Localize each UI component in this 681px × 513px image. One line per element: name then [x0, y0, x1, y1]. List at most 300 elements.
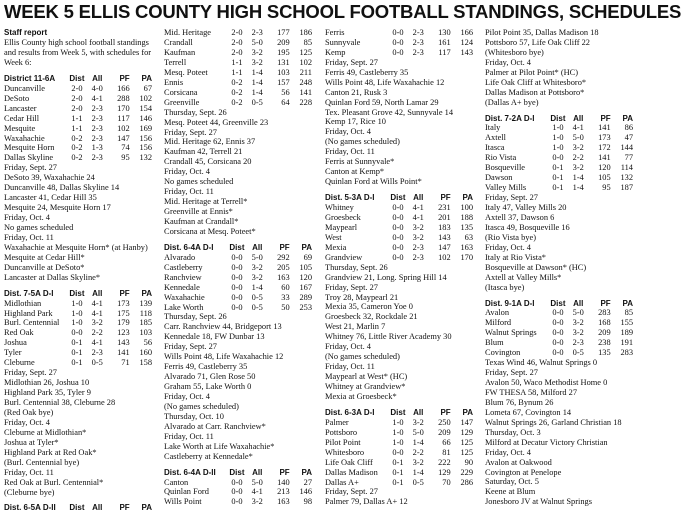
points-against-cell: 187	[620, 183, 633, 193]
points-against-cell: PA	[301, 242, 312, 252]
district-record-cell: 0-0	[552, 318, 564, 328]
points-for-cell: 141	[598, 153, 611, 163]
points-against-cell: 156	[139, 133, 152, 143]
overall-record-cell: All	[92, 503, 103, 513]
team-cell: Dallas Skyline	[4, 153, 54, 163]
intro-paragraph: Ellis County high school football standings and results from Week 5, with schedules for Week 6:	[4, 37, 152, 67]
team-cell: Palmer	[325, 417, 349, 427]
schedule-line: (No games scheduled)	[325, 352, 400, 362]
points-against-cell: 27	[303, 477, 312, 487]
points-against-cell: 114	[620, 163, 633, 173]
district-record-cell: 0-1	[552, 163, 564, 173]
points-against-cell: 189	[620, 328, 633, 338]
standings-row-canton	[164, 478, 312, 488]
points-against-cell: 77	[624, 153, 633, 163]
standings-row-valley-mills	[485, 183, 633, 193]
standings-table	[325, 28, 473, 58]
schedule-line: Avalon at Oakwood	[485, 457, 552, 467]
team-cell: Crandall	[164, 37, 193, 47]
overall-record-cell: 3-2	[412, 222, 424, 232]
overall-record-cell: 1-3	[91, 143, 103, 153]
schedule-line: Friday, Oct. 11	[325, 147, 375, 157]
points-for-cell: 173	[117, 298, 130, 308]
column-2	[164, 28, 316, 507]
points-against-cell: PA	[301, 467, 312, 477]
points-for-cell: 288	[117, 93, 130, 103]
points-against-cell: 67	[143, 83, 152, 93]
standings-table	[4, 289, 152, 369]
schedule-line: Castleberry at Kennedale*	[164, 451, 253, 461]
schedule-line: Friday, Sept. 27	[164, 342, 217, 352]
team-cell: Avalon	[485, 308, 510, 318]
overall-record-cell: 3-2	[412, 232, 424, 242]
points-for-cell: 205	[277, 262, 290, 272]
team-cell: Kemp	[325, 47, 346, 57]
schedule-line: Friday, Oct. 4	[164, 391, 210, 401]
points-against-cell: 154	[139, 103, 152, 113]
district-record-cell: 0-0	[552, 348, 564, 358]
points-against-cell: 286	[460, 477, 473, 487]
district-record-cell: 0-0	[552, 153, 564, 163]
byline: Staff report	[4, 28, 48, 37]
schedule-line: Ferris at Sunnyvale*	[325, 157, 395, 167]
overall-record-cell: 3-2	[572, 143, 584, 153]
schedule-line: Carr. Ranchview 44, Bridgeport 13	[164, 322, 282, 332]
schedule-line: Friday, Oct. 11	[4, 232, 54, 242]
points-against-cell: 144	[620, 143, 633, 153]
points-for-cell: 131	[277, 57, 290, 67]
points-against-cell: 156	[139, 143, 152, 153]
standings-header-row	[485, 299, 633, 309]
overall-record-cell: 4-1	[91, 308, 103, 318]
team-cell: Axtell	[485, 133, 506, 143]
schedule-line: Friday, Sept. 27	[485, 368, 538, 378]
overall-record-cell: 1-4	[251, 282, 263, 292]
overall-record-cell: 3-2	[251, 57, 263, 67]
schedule-line: Palmer 79, Dallas A+ 12	[325, 497, 408, 507]
schedule-line: Quinlan Ford at Wills Point*	[325, 177, 422, 187]
schedule-line: Lancaster 41, Cedar Hill 35	[4, 193, 97, 203]
schedule-line: (Burl. Centennial bye)	[4, 457, 80, 467]
schedule-line: (Cleburne bye)	[4, 487, 55, 497]
schedule-line: Milford at Decatur Victory Christian	[485, 437, 608, 447]
points-against-cell: 129	[460, 427, 473, 437]
district-record-cell: 0-0	[392, 232, 404, 242]
overall-record-cell: 4-1	[412, 203, 424, 212]
schedule-line: Avalon 50, Waco Methodist Home 0	[485, 378, 608, 388]
overall-record-cell: 4-1	[91, 93, 103, 103]
points-for-cell: 250	[438, 417, 451, 427]
overall-record-cell: All	[413, 193, 424, 203]
schedule-line: Covington at Penelope	[485, 467, 562, 477]
team-cell: Dist. 6-4A D-I	[164, 242, 214, 252]
points-for-cell: 168	[598, 318, 611, 328]
schedule-line: Whitney 76, Little River Academy 30	[325, 332, 452, 342]
points-against-cell: 132	[620, 173, 633, 183]
points-for-cell: 117	[117, 113, 130, 123]
schedule-line: (No games scheduled)	[164, 401, 239, 411]
district-record-cell: 0-0	[392, 242, 404, 252]
schedule-line: Ferris 49, Castleberry 35	[325, 67, 409, 77]
points-for-cell: 170	[117, 103, 130, 113]
overall-record-cell: All	[573, 113, 584, 123]
schedule-line: Burl. Centennial 38, Cleburne 28	[4, 398, 116, 408]
overall-record-cell: 1-4	[251, 67, 263, 77]
team-cell: DeSoto	[4, 93, 30, 103]
district-record-cell: 0-0	[552, 308, 564, 318]
standings-row-rio-vista	[485, 153, 633, 163]
schedule-line: (Whitesboro bye)	[485, 47, 544, 57]
standings-row-kaufman	[164, 48, 312, 58]
points-against-cell: PA	[462, 407, 473, 417]
points-for-cell: 238	[598, 338, 611, 348]
schedule-line: Highland Park at Red Oak*	[4, 447, 97, 457]
overall-record-cell: 2-3	[91, 123, 103, 133]
points-for-cell: 173	[598, 133, 611, 143]
schedule-line: Canton at Kemp*	[325, 167, 385, 177]
standings-row-ranchview	[164, 273, 312, 283]
schedule-line: Italy 47, Valley Mills 20	[485, 203, 567, 213]
points-for-cell: 209	[438, 427, 451, 437]
points-for-cell: 120	[598, 163, 611, 173]
points-against-cell: 169	[139, 123, 152, 133]
schedule-line: Life Oak Cliff at Whitesboro*	[485, 77, 587, 87]
standings-row-dawson	[485, 173, 633, 183]
points-against-cell: 167	[299, 282, 312, 292]
district-record-cell: 0-0	[231, 252, 243, 262]
schedule-line: Mesquite 24, Mesquite Horn 17	[4, 203, 111, 213]
points-for-cell: 213	[277, 487, 290, 497]
points-against-cell: 143	[460, 47, 473, 57]
district-record-cell: 0-0	[392, 203, 404, 212]
standings-header-row	[4, 289, 152, 299]
points-for-cell: 117	[438, 47, 451, 57]
points-against-cell: 211	[299, 67, 312, 77]
team-cell: Castleberry	[164, 262, 203, 272]
overall-record-cell: 2-3	[91, 153, 103, 163]
team-cell: Alvarado	[164, 252, 196, 262]
points-for-cell: 141	[117, 348, 130, 358]
schedule-line: Itasca 49, Bosqueville 16	[485, 222, 570, 232]
points-for-cell: 141	[598, 123, 611, 133]
standings-table	[164, 28, 312, 108]
district-record-cell: 1-0	[552, 143, 564, 153]
overall-record-cell: 1-4	[251, 87, 263, 97]
points-against-cell: PA	[141, 503, 152, 513]
schedule-line: Friday, Sept. 27	[325, 282, 378, 292]
district-record-cell: 2-0	[71, 93, 83, 103]
standings-row-mesquite	[4, 124, 152, 134]
overall-record-cell: 0-5	[251, 97, 263, 107]
overall-record-cell: 2-3	[572, 338, 584, 348]
standings-row-lake-worth	[164, 303, 312, 313]
column-1	[4, 28, 156, 513]
overall-record-cell: 5-0	[251, 252, 263, 262]
standings-row-maypearl	[325, 223, 473, 233]
district-record-cell: 0-0	[231, 262, 243, 272]
schedule-line: Ferris 49, Castleberry 35	[164, 362, 248, 372]
overall-record-cell: 5-0	[251, 477, 263, 487]
points-against-cell: 86	[624, 123, 633, 133]
column-4	[485, 28, 637, 507]
standings-row-palmer	[325, 418, 473, 428]
standings-row-mexia	[325, 243, 473, 253]
column-3	[325, 28, 477, 507]
overall-record-cell: 1-4	[412, 437, 424, 447]
schedule-line: Friday, Oct. 4	[4, 213, 50, 223]
district-record-cell: Dist	[390, 193, 406, 203]
district-record-cell: Dist	[69, 73, 85, 83]
points-for-cell: 147	[438, 242, 451, 252]
team-cell: Highland Park	[4, 308, 53, 318]
points-for-cell: 166	[117, 83, 130, 93]
points-for-cell: 143	[438, 232, 451, 242]
team-cell: Quinlan Ford	[164, 487, 209, 497]
schedule-line: Friday, Sept. 27	[4, 368, 57, 378]
district-record-cell: 0-0	[231, 497, 243, 507]
schedule-line: Troy 28, Maypearl 21	[325, 292, 399, 302]
overall-record-cell: All	[413, 407, 424, 417]
overall-record-cell: All	[252, 242, 263, 252]
schedule-line: Friday, Oct. 11	[164, 187, 214, 197]
team-cell: Dist. 6-3A D-I	[325, 407, 375, 417]
schedule-line: Friday, Sept. 27	[325, 487, 378, 497]
points-for-cell: 60	[281, 282, 290, 292]
schedule-line: Alvarado at Carr. Ranchview*	[164, 421, 266, 431]
standings-row-kemp	[325, 48, 473, 58]
team-cell: Greenville	[164, 97, 200, 107]
district-record-cell: 0-2	[231, 97, 243, 107]
overall-record-cell: 1-4	[572, 173, 584, 183]
points-for-cell: PF	[440, 407, 451, 417]
points-for-cell: 66	[442, 437, 451, 447]
schedule-line: No games scheduled	[164, 177, 234, 187]
team-cell: Bosqueville	[485, 163, 526, 173]
schedule-line: Wills Point 48, Life Waxahachie 12	[325, 77, 445, 87]
overall-record-cell: 4-0	[91, 83, 103, 93]
team-cell: Mexia	[325, 242, 347, 252]
points-against-cell: 125	[460, 447, 473, 457]
team-cell: Dallas Madison	[325, 467, 378, 477]
schedule-line: Dallas Madison at Pottsboro*	[485, 87, 585, 97]
points-for-cell: 33	[281, 292, 290, 302]
standings-row-burl-centennial	[4, 318, 152, 328]
schedule-line: Duncanville 48, Dallas Skyline 14	[4, 183, 120, 193]
standings-row-quinlan-ford	[164, 487, 312, 497]
schedule-line: Friday, Oct. 4	[325, 127, 371, 137]
points-for-cell: 81	[442, 447, 451, 457]
points-against-cell: 132	[139, 153, 152, 163]
schedule-line: Kaufman 42, Terrell 21	[164, 147, 243, 157]
district-record-cell: Dist	[550, 113, 566, 123]
district-record-cell: 0-0	[392, 37, 404, 47]
district-record-cell: Dist	[69, 288, 85, 298]
points-against-cell: 155	[620, 318, 633, 328]
points-for-cell: 195	[277, 47, 290, 57]
points-against-cell: PA	[622, 298, 633, 308]
standings-row-pottsboro	[325, 428, 473, 438]
schedule-line: Palmer at Pilot Point* (HC)	[485, 67, 579, 77]
standings-row-life-oak-cliff	[325, 458, 473, 468]
points-for-cell: 292	[277, 252, 290, 262]
district-record-cell: 0-0	[231, 282, 243, 292]
standings-row-groesbeck	[325, 213, 473, 223]
team-cell: Maypearl	[325, 222, 358, 232]
schedule-line: Midlothian 26, Joshua 10	[4, 378, 90, 388]
standings-row-bosqueville	[485, 163, 633, 173]
standings-row-highland-park	[4, 309, 152, 319]
team-cell: Valley Mills	[485, 183, 527, 193]
overall-record-cell: All	[92, 73, 103, 83]
district-record-cell: 2-0	[71, 83, 83, 93]
points-for-cell: PF	[600, 298, 611, 308]
points-against-cell: 85	[303, 37, 312, 47]
district-record-cell: 0-2	[71, 143, 83, 153]
schedule-line: Whitney at Grandview*	[325, 381, 406, 391]
points-against-cell: 228	[299, 97, 312, 107]
district-record-cell: 0-0	[392, 47, 404, 57]
overall-record-cell: 3-2	[251, 497, 263, 507]
overall-record-cell: 4-1	[91, 338, 103, 348]
points-for-cell: 70	[442, 477, 451, 487]
schedule-line: West 21, Marlin 7	[325, 322, 386, 332]
points-for-cell: 147	[117, 133, 130, 143]
overall-record-cell: 3-2	[91, 318, 103, 328]
points-against-cell: 100	[460, 203, 473, 212]
standings-row-mesq-poteet	[164, 68, 312, 78]
schedule-line: Mesquite at Cedar Hill*	[4, 252, 85, 262]
points-against-cell: 283	[620, 348, 633, 358]
points-against-cell: 105	[299, 262, 312, 272]
team-cell: Duncanville	[4, 83, 45, 93]
points-for-cell: 130	[438, 28, 451, 37]
schedule-line: Joshua at Tyler*	[4, 437, 59, 447]
standings-row-axtell	[485, 133, 633, 143]
schedule-line: Blum 76, Bynum 26	[485, 397, 554, 407]
overall-record-cell: All	[573, 298, 584, 308]
district-record-cell: Dist	[229, 242, 245, 252]
district-record-cell: 0-0	[392, 252, 404, 262]
points-for-cell: 95	[602, 183, 611, 193]
standings-row-greenville	[164, 98, 312, 108]
standings-row-west	[325, 233, 473, 243]
district-record-cell: Dist	[390, 407, 406, 417]
overall-record-cell: 2-3	[91, 103, 103, 113]
team-cell: Milford	[485, 318, 512, 328]
district-record-cell: 0-1	[552, 183, 564, 193]
overall-record-cell: 2-3	[251, 28, 263, 37]
schedule-line: Friday, Oct. 11	[325, 362, 375, 372]
team-cell: Terrell	[164, 57, 187, 67]
overall-record-cell: 5-0	[572, 133, 584, 143]
district-record-cell: 1-0	[552, 123, 564, 133]
schedule-line: Walnut Springs 26, Garland Christian 18	[485, 417, 622, 427]
district-record-cell: 0-0	[231, 272, 243, 282]
points-for-cell: 105	[598, 173, 611, 183]
overall-record-cell: 3-2	[412, 417, 424, 427]
overall-record-cell: 2-3	[91, 348, 103, 358]
schedule-line: Duncanville at DeSoto*	[4, 262, 85, 272]
team-cell: Walnut Springs	[485, 328, 537, 338]
standings-row-joshua	[4, 338, 152, 348]
district-record-cell: 0-1	[71, 348, 83, 358]
schedule-line: Friday, Oct. 4	[164, 167, 210, 177]
points-for-cell: 129	[438, 467, 451, 477]
overall-record-cell: 4-1	[91, 298, 103, 308]
overall-record-cell: 3-2	[412, 457, 424, 467]
overall-record-cell: 0-5	[572, 348, 584, 358]
points-against-cell: PA	[141, 73, 152, 83]
schedule-line: Tex. Pleasant Grove 42, Sunnyvale 14	[325, 107, 454, 117]
team-cell: Corsicana	[164, 87, 198, 97]
district-record-cell: 0-0	[552, 338, 564, 348]
points-for-cell: 157	[277, 77, 290, 87]
team-cell: Ennis	[164, 77, 184, 87]
team-cell: Dist. 6-4A D-II	[164, 467, 216, 477]
points-for-cell: 64	[281, 97, 290, 107]
points-for-cell: 179	[117, 318, 130, 328]
standings-row-wills-point	[164, 497, 312, 507]
points-against-cell: 56	[143, 338, 152, 348]
points-against-cell: 135	[460, 222, 473, 232]
overall-record-cell: 2-2	[91, 328, 103, 338]
team-cell: Waxahachie	[164, 292, 205, 302]
schedule-line: Axtell at Valley Mills*	[485, 272, 562, 282]
points-for-cell: 201	[438, 212, 451, 222]
overall-record-cell: 4-1	[251, 487, 263, 497]
points-for-cell: PF	[279, 242, 290, 252]
points-against-cell: 185	[139, 318, 152, 328]
team-cell: Whitney	[325, 203, 354, 212]
schedule-line: Friday, Oct. 11	[4, 467, 54, 477]
points-against-cell: 289	[299, 292, 312, 302]
overall-record-cell: 2-3	[412, 28, 424, 37]
points-against-cell: 146	[299, 487, 312, 497]
team-cell: Dawson	[485, 173, 513, 183]
schedule-line: Mexia at Groesbeck*	[325, 391, 397, 401]
standings-row-desoto	[4, 94, 152, 104]
schedule-line: (Dallas A+ bye)	[485, 97, 539, 107]
schedule-line: Friday, Oct. 4	[4, 417, 50, 427]
points-for-cell: PF	[600, 113, 611, 123]
points-against-cell: 146	[139, 113, 152, 123]
points-against-cell: 47	[624, 133, 633, 143]
schedule-line: Lake Worth at Life Waxahachie*	[164, 441, 275, 451]
points-for-cell: 95	[121, 153, 130, 163]
district-record-cell: 0-2	[71, 153, 83, 163]
schedule-line: No games scheduled	[4, 223, 74, 232]
overall-record-cell: 1-4	[251, 77, 263, 87]
district-record-cell: 1-1	[231, 57, 243, 67]
points-for-cell: 183	[438, 222, 451, 232]
district-record-cell: 0-0	[231, 487, 243, 497]
standings-row-ennis	[164, 78, 312, 88]
schedule-line: Friday, Oct. 11	[164, 431, 214, 441]
points-for-cell: 103	[277, 67, 290, 77]
team-cell: Mesquite	[4, 123, 36, 133]
schedule-line: Corsicana at Mesq. Poteet*	[164, 226, 256, 236]
district-record-cell: 0-0	[71, 328, 83, 338]
standings-row-blum	[485, 338, 633, 348]
schedule-line: Highland Park 35, Tyler 9	[4, 388, 91, 398]
points-for-cell: 123	[117, 328, 130, 338]
schedule-line: Thursday, Sept. 26	[164, 312, 227, 322]
standings-table	[325, 408, 473, 488]
schedule-line: Wills Point 48, Life Waxahachie 12	[164, 352, 284, 362]
standings-row-whitesboro	[325, 448, 473, 458]
schedule-line: Thursday, Sept. 26	[325, 262, 388, 272]
overall-record-cell: 0-5	[412, 477, 424, 487]
